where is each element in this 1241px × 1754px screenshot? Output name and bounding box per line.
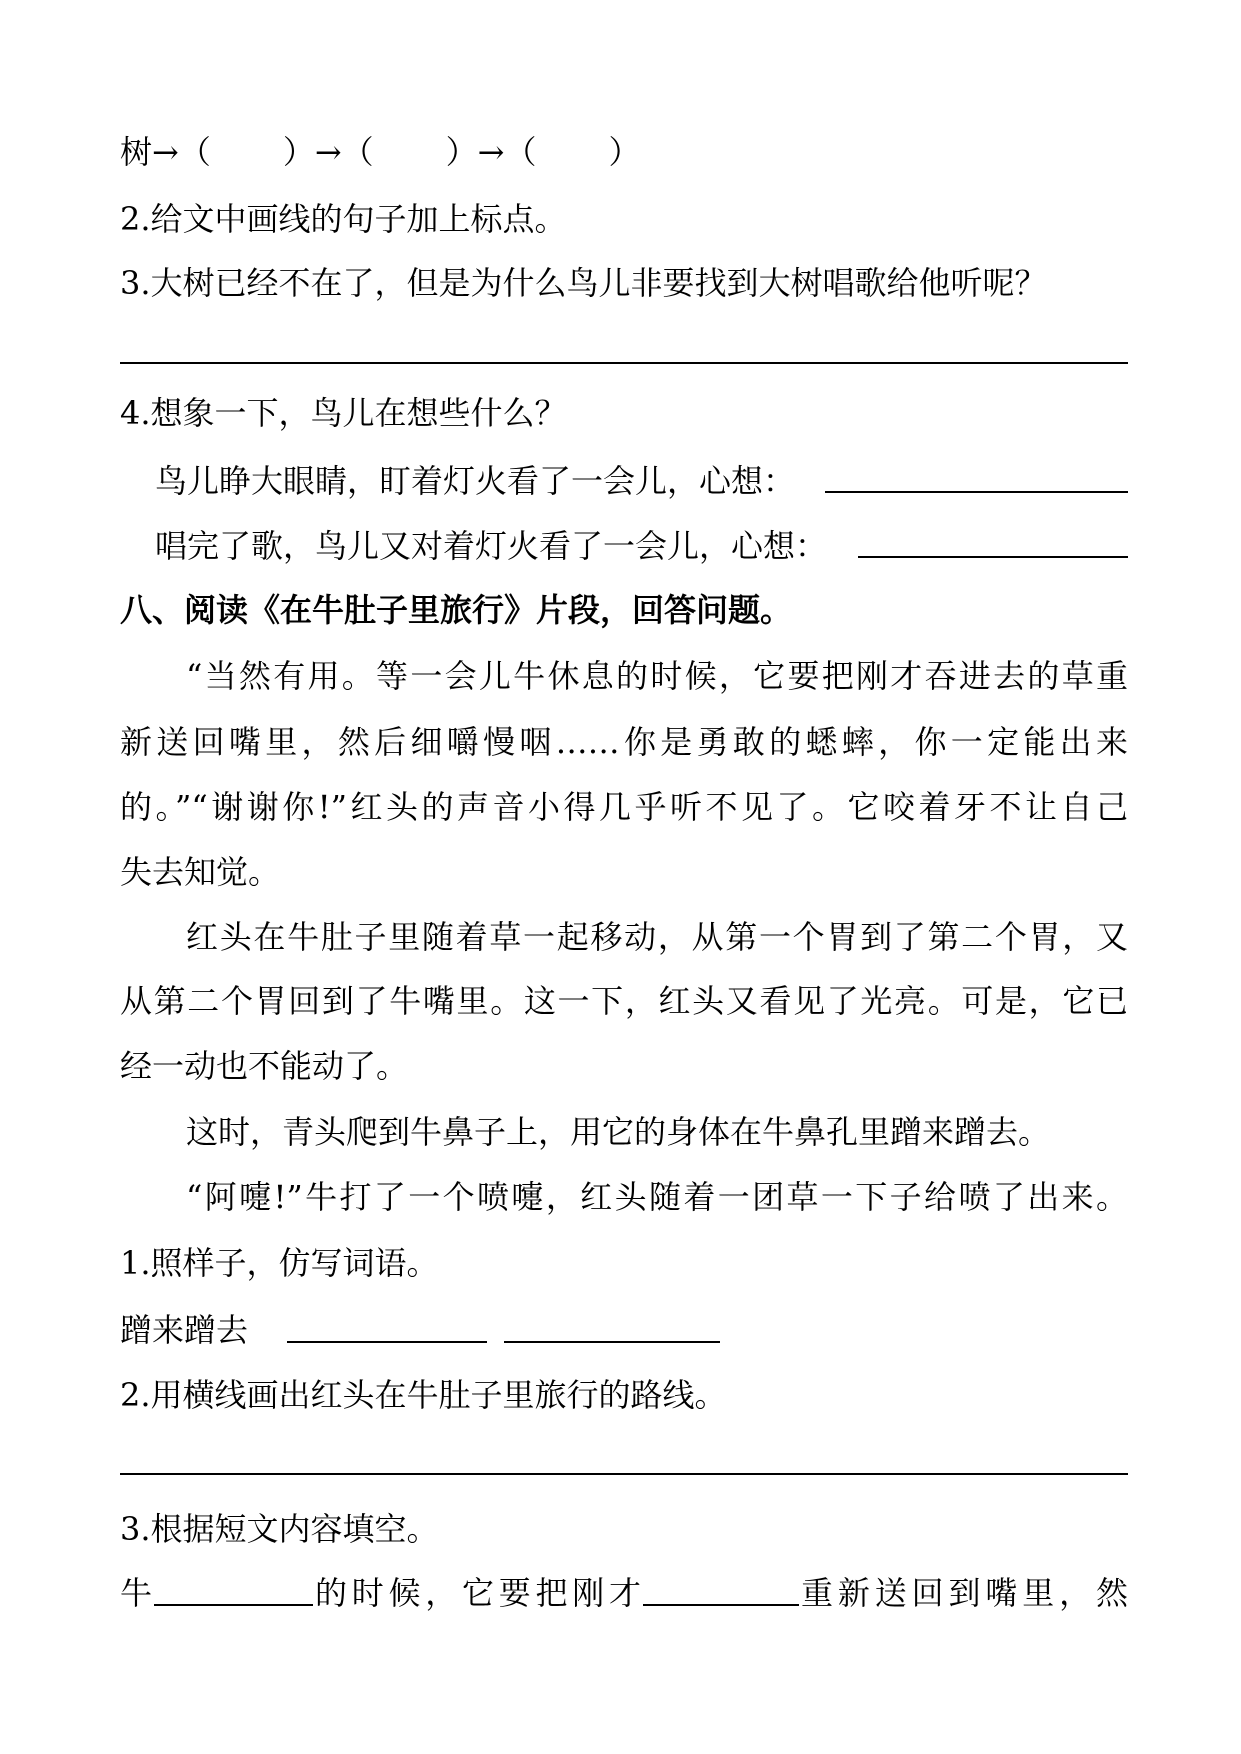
fill-text-part-3: 重新送回到嘴里，然 [801,1574,1128,1612]
question-3: 3.大树已经不在了，但是为什么鸟儿非要找到大树唱歌给他听呢？ [120,264,1047,302]
passage-line: 失去知觉。 [120,853,281,891]
passage-line: 的。”“谢谢你!”红头的声音小得几乎听不见了。它咬着牙不让自己 [120,788,1128,826]
answer-line[interactable] [120,362,1128,364]
fill-blank[interactable] [154,1604,313,1606]
question-2: 2.用横线画出红头在牛肚子里旅行的路线。 [120,1376,727,1414]
answer-blank[interactable] [374,139,446,171]
question-4-prompt-1: 鸟儿睁大眼睛，盯着灯火看了一会儿，心想： [155,462,796,500]
answer-line[interactable] [858,556,1128,558]
passage-line: 这时，青头爬到牛鼻子上，用它的身体在牛鼻孔里蹭来蹭去。 [186,1113,1051,1151]
fill-text-part-1: 牛 [120,1574,153,1612]
example-word: 蹭来蹭去 [120,1311,249,1349]
question-4: 4.想象一下，鸟儿在想些什么？ [120,394,567,432]
answer-blank[interactable] [536,139,608,171]
chain-question [120,132,641,172]
passage-line: 红头在牛肚子里随着草一起移动，从第一个胃到了第二个胃，又 [186,918,1128,956]
chain-separator: ）→（ [282,133,374,171]
answer-line[interactable] [825,491,1128,493]
answer-blank[interactable] [211,139,283,171]
passage-line: 从第二个胃回到了牛嘴里。这一下，红头又看见了光亮。可是，它已 [120,982,1128,1020]
section-heading: 八、阅读《在牛肚子里旅行》片段，回答问题。 [120,591,793,629]
chain-end: ） [608,133,641,171]
fill-blank[interactable] [643,1604,799,1606]
passage-line: “当然有用。等一会儿牛休息的时候，它要把刚才吞进去的草重 [186,657,1128,695]
fill-text-part-2: 的时候，它要把刚才 [315,1574,641,1612]
question-2: 2.给文中画线的句子加上标点。 [120,200,567,238]
chain-start: 树→（ [120,133,211,171]
passage-line: “阿嚏!”牛打了一个喷嚏，红头随着一团草一下子给喷了出来。 [186,1178,1128,1216]
question-3: 3.根据短文内容填空。 [120,1510,439,1548]
answer-line[interactable] [120,1473,1128,1475]
question-4-prompt-2: 唱完了歌，鸟儿又对着灯火看了一会儿，心想： [155,527,828,565]
answer-line[interactable] [287,1341,487,1343]
answer-line[interactable] [504,1341,720,1343]
passage-line: 新送回嘴里，然后细嚼慢咽……你是勇敢的蟋蟀，你一定能出来 [120,723,1128,761]
question-1: 1.照样子，仿写词语。 [120,1244,439,1282]
chain-separator: ）→（ [445,133,537,171]
passage-line: 经一动也不能动了。 [120,1047,409,1085]
